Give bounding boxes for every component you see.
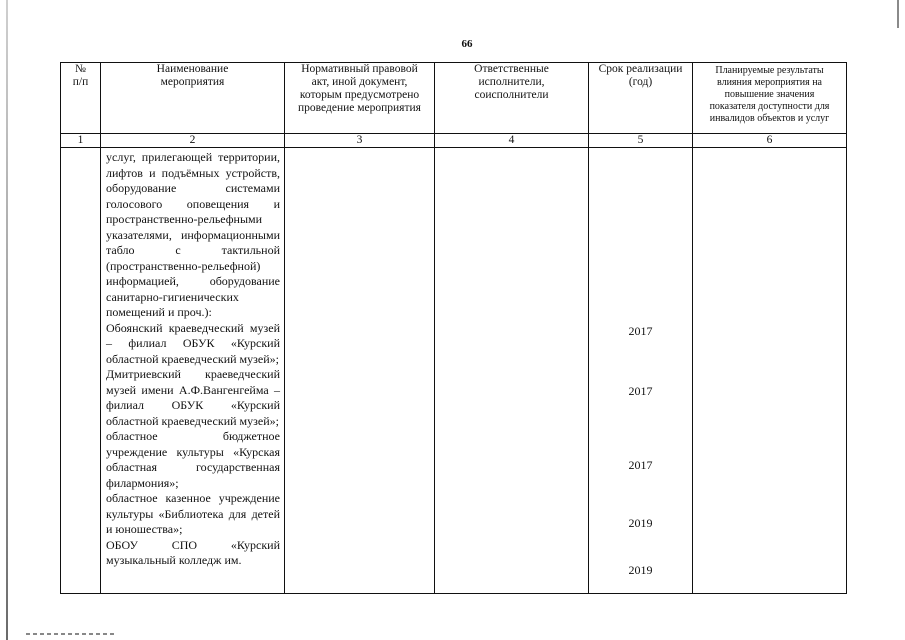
cell-activity-name xyxy=(101,148,285,594)
header-number xyxy=(61,63,101,134)
action-plan-table xyxy=(60,62,847,594)
cell-deadline xyxy=(589,148,693,594)
header-activity-name xyxy=(101,63,285,134)
header-text: Срок реализации (год) xyxy=(598,63,683,88)
cell-number xyxy=(61,148,101,594)
header-text: Планируемые результаты влияния мероприятия на повышение значения показателя доступности для инвалидов объектов и услуг xyxy=(709,65,830,124)
header-text: № п/п xyxy=(72,63,89,88)
cell-responsible xyxy=(435,148,589,594)
list-item: ОБОУ СПО «Курский музыкальный колледж им. xyxy=(106,537,280,567)
year-value: 2017 xyxy=(628,458,653,472)
list-item: услуг, прилегающей территории, лифтов и подъёмных устройств, оборудование системами голосового оповещения и пространственно-рельефными указателями, информационными табло с тактильной (пространственно-рельефной) информацией, оборудование санитарно-гигиенических помещений и проч.): xyxy=(106,150,280,319)
header-text: Ответственные исполнители, соисполнители xyxy=(474,63,549,101)
column-number: 4 xyxy=(435,134,589,148)
column-number: 6 xyxy=(693,134,847,148)
header-responsible xyxy=(435,63,589,134)
list-item: областное бюджетное учреждение культуры «Курская областная государственная филармония»; xyxy=(106,429,280,490)
year-value: 2017 xyxy=(628,384,653,398)
header-text: Нормативный правовой акт, иной документ, которым предусмотрено проведение мероприятия xyxy=(298,63,421,114)
header-planned-results xyxy=(693,63,847,134)
list-item: областное казенное учреждение культуры «Библиотека для детей и юношества»; xyxy=(106,491,280,536)
scan-edge-right xyxy=(897,0,899,28)
year-value: 2017 xyxy=(628,324,653,338)
list-item: Обоянский краеведческий музей – филиал ОБУК «Курский областной краеведческий музей»; xyxy=(106,320,280,366)
cell-legal-act xyxy=(285,148,435,594)
column-number-row xyxy=(61,134,847,148)
column-number: 1 xyxy=(61,134,101,148)
header-legal-act xyxy=(285,63,435,134)
scan-edge-left xyxy=(6,0,8,640)
column-number: 2 xyxy=(101,134,285,148)
header-deadline xyxy=(589,63,693,134)
header-text: Наименование мероприятия xyxy=(156,63,229,88)
column-number: 5 xyxy=(589,134,693,148)
scan-artifact-bottom xyxy=(26,633,116,635)
cell-planned-results xyxy=(693,148,847,594)
year-value: 2019 xyxy=(628,516,653,530)
header-row xyxy=(61,63,847,134)
year-value: 2019 xyxy=(628,563,653,577)
table-row xyxy=(61,148,847,594)
page-number: 66 xyxy=(461,38,473,50)
column-number: 3 xyxy=(285,134,435,148)
list-item: Дмитриевский краеведческий музей имени А.Ф.Вангенгейма – филиал ОБУК «Курский областной краеведческий музей»; xyxy=(106,367,280,428)
